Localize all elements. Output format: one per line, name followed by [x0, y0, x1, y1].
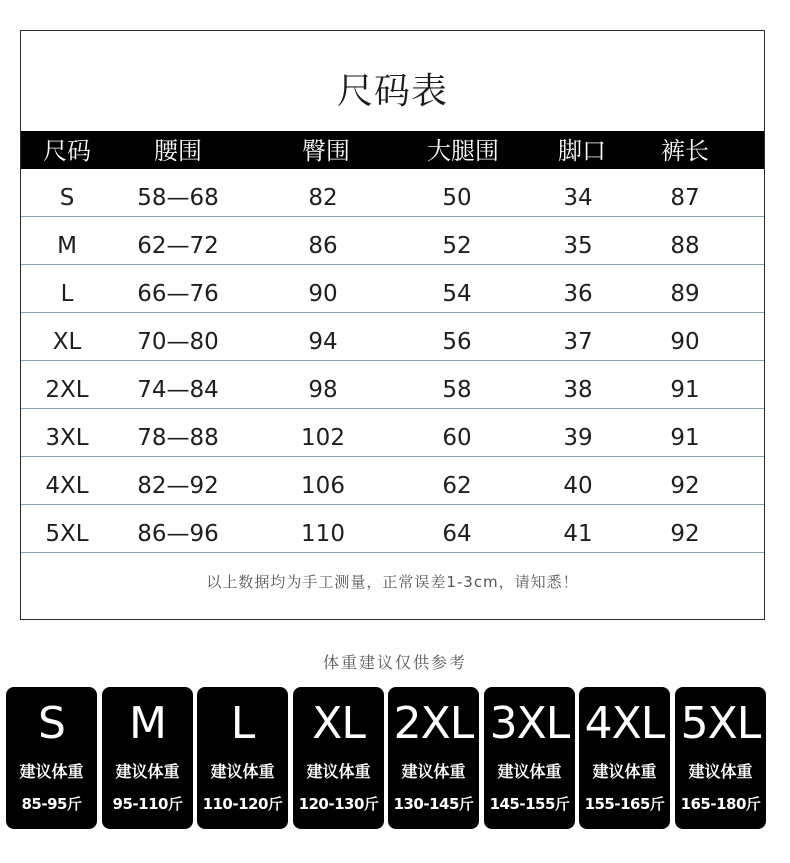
weight-card-range: 165-180斤 — [680, 795, 761, 813]
weight-card-range: 85-95斤 — [21, 795, 82, 813]
table-cell: 41 — [563, 521, 593, 547]
weight-card — [388, 687, 479, 829]
weight-card-range: 130-145斤 — [393, 795, 474, 813]
weight-card — [579, 687, 670, 829]
table-cell: 50 — [442, 185, 472, 211]
table-cell: 70—80 — [137, 329, 219, 355]
weight-card — [484, 687, 575, 829]
weight-caption: 体重建议仅供参考 — [322, 653, 467, 672]
table-body — [21, 169, 764, 553]
table-cell: 39 — [563, 425, 593, 451]
table-row — [21, 265, 764, 313]
table-cell: 3XL — [45, 425, 89, 451]
table-cell: 62 — [442, 473, 472, 499]
table-cell: 52 — [442, 233, 472, 259]
table-cell: S — [59, 185, 75, 211]
table-cell: 88 — [670, 233, 700, 259]
header-size: 尺码 — [43, 137, 91, 165]
weight-card — [293, 687, 384, 829]
weight-card-size: 4XL — [584, 698, 665, 749]
table-cell: 74—84 — [137, 377, 219, 403]
weight-card-range: 110-120斤 — [202, 795, 283, 813]
header-length: 裤长 — [661, 137, 709, 165]
table-cell: 62—72 — [137, 233, 219, 259]
table-cell: 34 — [563, 185, 593, 211]
table-cell: L — [60, 281, 74, 307]
table-cell: 35 — [563, 233, 593, 259]
table-cell: 56 — [442, 329, 472, 355]
table-cell: 102 — [301, 425, 345, 451]
header-leg-opening: 脚口 — [558, 137, 606, 165]
weight-card-size: 5XL — [680, 698, 761, 749]
weight-card-label: 建议体重 — [592, 762, 657, 781]
table-cell: 78—88 — [137, 425, 219, 451]
weight-card-size: M — [129, 698, 166, 749]
weight-card-size: L — [230, 698, 255, 749]
weight-card — [197, 687, 288, 829]
weight-card-label: 建议体重 — [401, 762, 466, 781]
weight-card-range: 120-130斤 — [298, 795, 379, 813]
weight-card-label: 建议体重 — [306, 762, 371, 781]
table-cell: 4XL — [45, 473, 89, 499]
measurement-note: 以上数据均为手工测量，正常误差1-3cm，请知悉！ — [206, 573, 579, 591]
table-cell: 82 — [308, 185, 338, 211]
weight-card — [675, 687, 766, 829]
table-cell: 82—92 — [137, 473, 219, 499]
table-row — [21, 217, 764, 265]
table-cell: 40 — [563, 473, 593, 499]
table-cell: XL — [52, 329, 82, 355]
table-cell: 90 — [308, 281, 338, 307]
table-cell: 36 — [563, 281, 593, 307]
size-chart-table — [20, 30, 765, 620]
table-cell: 38 — [563, 377, 593, 403]
weight-card — [102, 687, 193, 829]
weight-card-label: 建议体重 — [115, 762, 180, 781]
weight-card-size: 3XL — [489, 698, 570, 749]
table-cell: 60 — [442, 425, 472, 451]
table-cell: 92 — [670, 521, 700, 547]
table-row — [21, 313, 764, 361]
weight-card-size: 2XL — [393, 698, 474, 749]
table-cell: 86 — [308, 233, 338, 259]
weight-card-size: XL — [312, 698, 365, 749]
chart-title: 尺码表 — [336, 71, 448, 112]
table-row — [21, 505, 764, 553]
table-cell: 37 — [563, 329, 593, 355]
table-cell: 66—76 — [137, 281, 219, 307]
table-cell: 91 — [670, 425, 700, 451]
table-row — [21, 409, 764, 457]
table-header — [21, 131, 764, 169]
table-cell: 98 — [308, 377, 338, 403]
table-cell: 58 — [442, 377, 472, 403]
table-cell: 110 — [301, 521, 345, 547]
table-cell: 91 — [670, 377, 700, 403]
table-row — [21, 457, 764, 505]
header-hip: 臀围 — [302, 137, 350, 165]
table-cell: 2XL — [45, 377, 89, 403]
weight-card-range: 95-110斤 — [112, 795, 183, 813]
weight-card-range: 155-165斤 — [584, 795, 665, 813]
table-cell: 90 — [670, 329, 700, 355]
table-cell: 5XL — [45, 521, 89, 547]
table-cell: M — [57, 233, 77, 259]
weight-cards — [6, 687, 788, 829]
table-cell: 89 — [670, 281, 700, 307]
table-cell: 94 — [308, 329, 338, 355]
weight-card-label: 建议体重 — [688, 762, 753, 781]
weight-card — [6, 687, 97, 829]
table-cell: 54 — [442, 281, 472, 307]
weight-card-label: 建议体重 — [19, 762, 84, 781]
header-waist: 腰围 — [154, 137, 202, 165]
table-cell: 58—68 — [137, 185, 219, 211]
header-thigh: 大腿围 — [427, 137, 499, 165]
table-row — [21, 169, 764, 217]
table-cell: 92 — [670, 473, 700, 499]
weight-card-label: 建议体重 — [210, 762, 275, 781]
table-cell: 64 — [442, 521, 472, 547]
weight-card-range: 145-155斤 — [489, 795, 570, 813]
table-cell: 87 — [670, 185, 700, 211]
table-cell: 106 — [301, 473, 345, 499]
table-cell: 86—96 — [137, 521, 219, 547]
weight-card-size: S — [38, 698, 65, 749]
table-row — [21, 361, 764, 409]
weight-card-label: 建议体重 — [497, 762, 562, 781]
